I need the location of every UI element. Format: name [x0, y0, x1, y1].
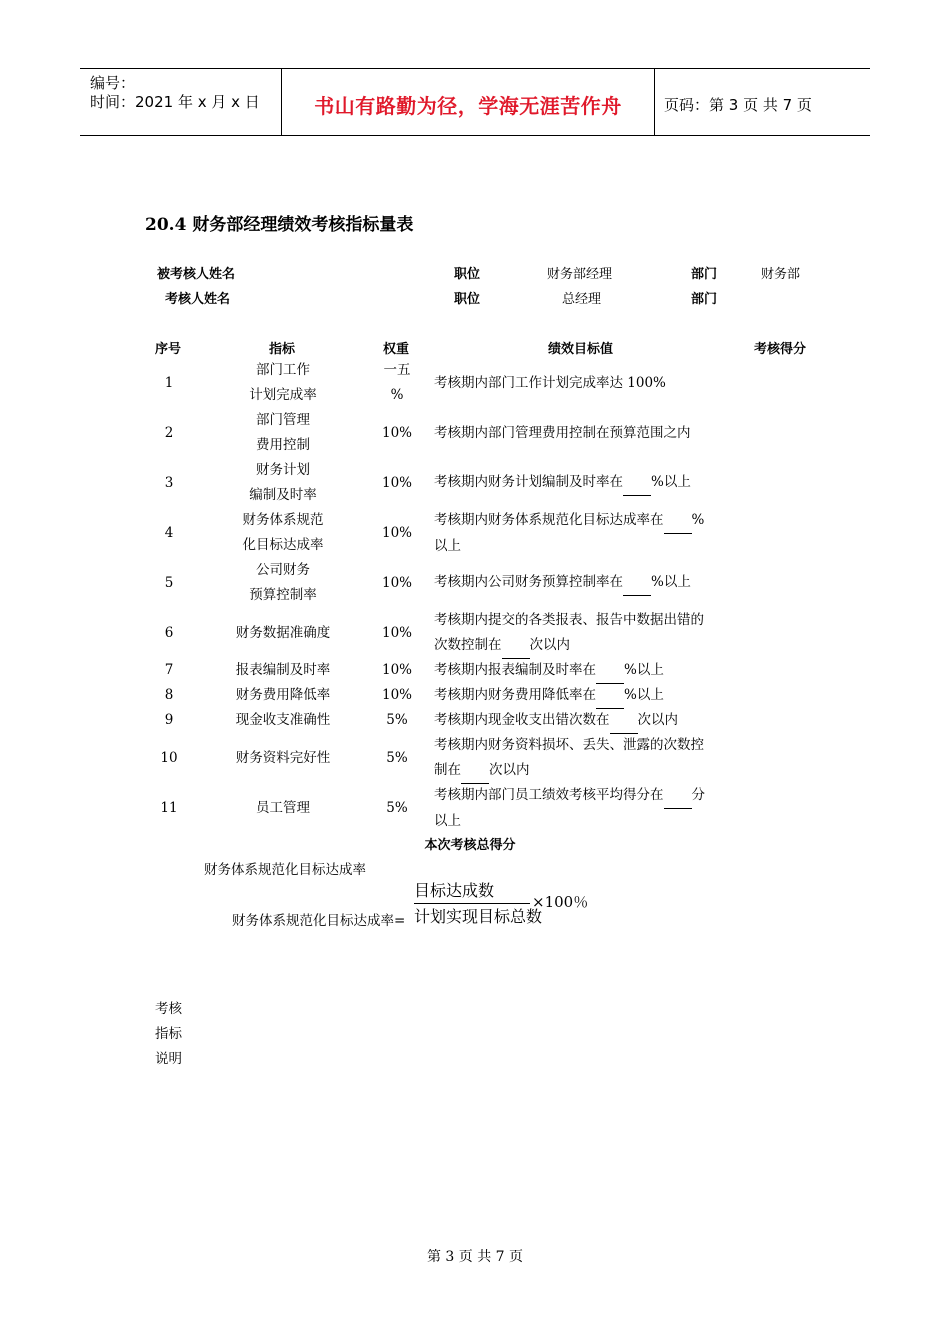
row-indicator-line2: 计划完成率	[249, 387, 317, 403]
total-score-label: 本次考核总得分	[424, 838, 516, 853]
row-target	[434, 408, 734, 458]
row-target-line1: 考核期内提交的各类报表、报告中数据出错的	[434, 611, 704, 628]
row-indicator-line1: 部门管理	[256, 412, 310, 428]
col-header-weight: 权重	[383, 342, 410, 357]
row-weight	[372, 458, 422, 508]
row-weight-line1: 10%	[381, 574, 412, 591]
notes-label-line1: 考核	[155, 1001, 182, 1017]
row-number-text: 2	[164, 424, 174, 441]
row-target	[434, 608, 734, 658]
row-number-text: 1	[164, 374, 174, 391]
row-indicator	[228, 608, 338, 658]
row-indicator-line2: 化目标达成率	[242, 537, 324, 553]
row-number-text: 3	[164, 474, 174, 491]
row-weight-line1: 5%	[386, 712, 408, 728]
row-indicator	[228, 708, 338, 733]
assessor-name-label: 考核人姓名	[165, 292, 231, 307]
header-bottom-rule	[80, 135, 870, 136]
row-weight	[372, 408, 422, 458]
row-weight-line1: 10%	[381, 474, 412, 491]
doc-time-label: 时间：2021 年 x 月 x 日	[90, 93, 260, 111]
row-indicator-line2: 费用控制	[256, 437, 310, 453]
row-number-text: 8	[164, 687, 174, 703]
row-weight	[372, 658, 422, 683]
row-target-line2: 以上	[434, 537, 461, 554]
row-weight	[372, 358, 422, 408]
row-target	[434, 658, 734, 683]
doc-number-label: 编号：	[90, 74, 136, 92]
row-number	[150, 508, 188, 558]
row-weight-line1: 一五	[383, 362, 411, 378]
page-footer: 第 3 页 共 7 页	[426, 1249, 524, 1265]
row-weight-line1: 10%	[381, 687, 412, 703]
row-target-line2: 制在 次以内	[434, 758, 734, 784]
notes-label-line2: 指标	[155, 1026, 182, 1042]
row-indicator-line2: 编制及时率	[249, 487, 317, 503]
header-motto: 书山有路勤为径，学海无涯苦作舟	[314, 94, 622, 118]
row-number	[150, 558, 188, 608]
row-weight	[372, 783, 422, 833]
row-weight	[372, 508, 422, 558]
row-target-line1: 考核期内现金收支出错次数在 次以内	[434, 708, 734, 734]
row-indicator	[228, 508, 338, 558]
row-indicator	[228, 458, 338, 508]
row-indicator-line1: 部门工作	[256, 362, 310, 378]
row-target-line1: 考核期内财务体系规范化目标达成率在 %	[434, 508, 734, 534]
col-header-indicator: 指标	[269, 342, 296, 357]
formula-numerator: 目标达成数	[414, 881, 495, 900]
row-target	[434, 683, 734, 708]
row-number	[150, 708, 188, 733]
row-number	[150, 683, 188, 708]
formula-denominator: 计划实现目标总数	[414, 907, 543, 926]
header-top-rule	[80, 68, 870, 69]
row-target-line1: 考核期内部门管理费用控制在预算范围之内	[434, 424, 691, 441]
row-number-text: 11	[160, 799, 178, 816]
row-target-line2: 次数控制在 次以内	[434, 633, 734, 659]
row-number	[150, 358, 188, 408]
row-indicator	[228, 358, 338, 408]
row-weight	[372, 733, 422, 783]
notes-label-line3: 说明	[155, 1051, 182, 1067]
row-indicator-line1: 财务资料完好性	[235, 749, 331, 766]
row-number	[150, 408, 188, 458]
row-target-line1: 考核期内部门员工绩效考核平均得分在 分	[434, 783, 734, 809]
row-indicator-line1: 财务体系规范	[242, 512, 324, 528]
assessee-position-value: 财务部经理	[547, 267, 613, 282]
row-target-line1: 考核期内财务资料损坏、丢失、泄露的次数控	[434, 736, 704, 753]
page-title: 20.4 财务部经理绩效考核指标量表	[145, 215, 414, 235]
row-number	[150, 733, 188, 783]
assessee-dept-label: 部门	[691, 267, 718, 282]
assessor-dept-label: 部门	[691, 292, 718, 307]
row-indicator-line1: 现金收支准确性	[235, 712, 331, 728]
formula-caption: 财务体系规范化目标达成率	[204, 862, 366, 878]
row-weight-line1: 10%	[381, 624, 412, 641]
assessor-position-label: 职位	[454, 292, 481, 307]
row-target-line1: 考核期内部门工作计划完成率达 100%	[434, 374, 666, 391]
row-indicator-line1: 财务计划	[256, 462, 310, 478]
row-indicator	[228, 683, 338, 708]
assessor-position-value: 总经理	[562, 292, 602, 307]
row-target	[434, 458, 734, 508]
row-number-text: 9	[164, 712, 174, 728]
row-indicator	[228, 408, 338, 458]
row-target-line1: 考核期内财务费用降低率在 %以上	[434, 683, 734, 709]
col-header-target: 绩效目标值	[548, 342, 614, 357]
row-target	[434, 783, 734, 833]
row-target-line2: 以上	[434, 812, 461, 829]
row-weight-line1: 10%	[381, 424, 412, 441]
row-weight-line1: 10%	[381, 662, 412, 678]
row-number-text: 4	[164, 524, 174, 541]
assessee-position-label: 职位	[454, 267, 481, 282]
row-target	[434, 358, 734, 408]
row-indicator-line1: 公司财务	[256, 562, 310, 578]
row-number	[150, 608, 188, 658]
row-weight	[372, 683, 422, 708]
row-weight-line1: 5%	[386, 799, 408, 816]
assessee-name-label: 被考核人姓名	[157, 267, 236, 282]
row-weight	[372, 558, 422, 608]
row-weight	[372, 608, 422, 658]
row-indicator	[228, 558, 338, 608]
assessee-dept-value: 财务部	[761, 267, 801, 282]
formula-left-side: 财务体系规范化目标达成率=	[232, 913, 406, 929]
header-divider-right	[654, 68, 655, 136]
row-indicator-line1: 报表编制及时率	[235, 662, 331, 678]
header-page-label: 页码：第 3 页 共 7 页	[664, 96, 812, 114]
col-header-no: 序号	[155, 342, 182, 357]
row-target	[434, 708, 734, 733]
row-number	[150, 783, 188, 833]
row-target-line1: 考核期内报表编制及时率在 %以上	[434, 658, 734, 684]
row-target	[434, 508, 734, 558]
formula-multiplier: ×100％	[532, 893, 589, 911]
row-target	[434, 733, 734, 783]
row-target	[434, 558, 734, 608]
row-indicator-line1: 财务数据准确度	[235, 624, 331, 641]
row-indicator	[228, 733, 338, 783]
row-number-text: 6	[164, 624, 174, 641]
row-weight	[372, 708, 422, 733]
row-target-line1: 考核期内公司财务预算控制率在 %以上	[434, 570, 734, 596]
row-number	[150, 658, 188, 683]
row-indicator	[228, 783, 338, 833]
row-number-text: 10	[160, 749, 178, 766]
row-weight-line2: %	[390, 387, 404, 403]
row-weight-line1: 10%	[381, 524, 412, 541]
col-header-score: 考核得分	[754, 342, 807, 357]
row-indicator-line1: 财务费用降低率	[235, 687, 331, 703]
row-indicator	[228, 658, 338, 683]
row-number-text: 5	[164, 574, 174, 591]
row-indicator-line1: 员工管理	[256, 799, 310, 816]
row-number	[150, 458, 188, 508]
row-weight-line1: 5%	[386, 749, 408, 766]
row-number-text: 7	[164, 662, 174, 678]
row-target-line1: 考核期内财务计划编制及时率在 %以上	[434, 470, 734, 496]
row-indicator-line2: 预算控制率	[249, 587, 317, 603]
